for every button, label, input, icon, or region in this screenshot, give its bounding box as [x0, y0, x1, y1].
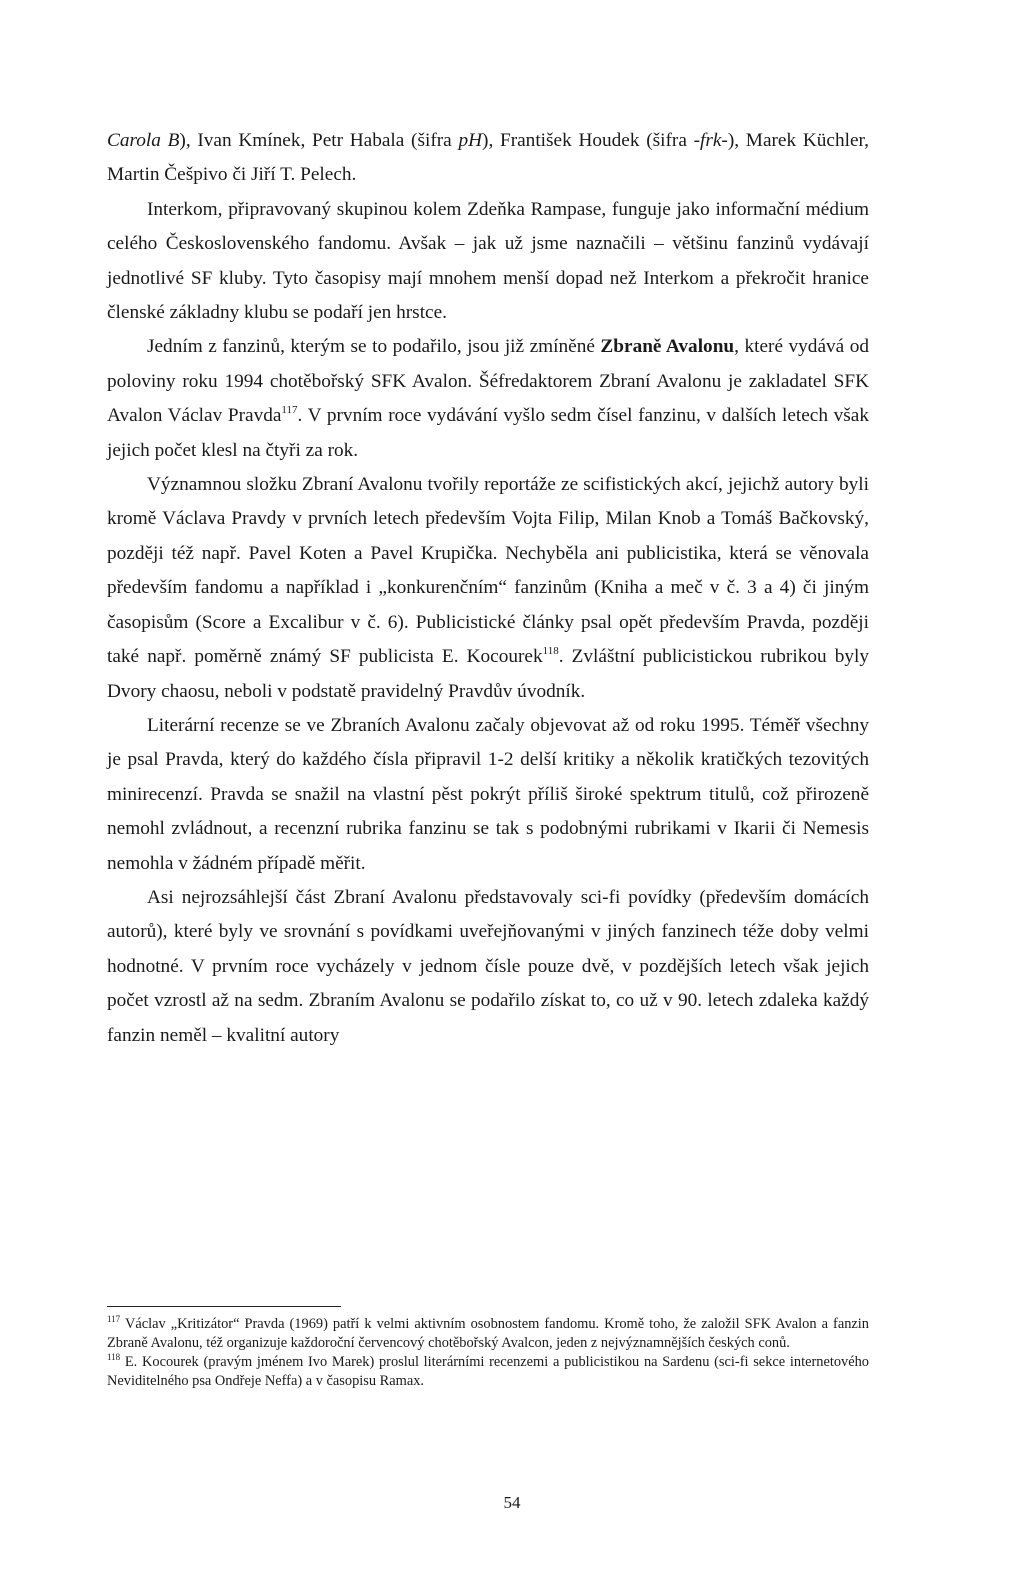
paragraph: Jedním z fanzinů, kterým se to podařilo, jsou již zmíněné Zbraně Avalonu, které vydává od poloviny roku 1994 chotěbořský SFK Avalon. Šéfredaktorem Zbraní Avalonu je zakladatel SFK Avalon Václav Pravda$^{117}$. V prvním roce vydávání vyšlo sedm čísel fanzinu, v dalších letech však jejich počet klesl na čtyři za rok. — [107, 336, 869, 461]
main-text — [107, 124, 869, 1053]
footnotes — [107, 1306, 869, 1391]
paragraph: Literární recenze se ve Zbraních Avalonu začaly objevovat až od roku 1995. Téměř všechny je psal Pravda, který do každého čísla připravil 1-2 delší kritiky a několik kratičkých tezovitých minirecenzí. Pravda se snažil na vlastní pěst pokrýt příliš široké spektrum titulů, což přirozeně nemohl zvládnout, a recenzní rubrika fanzinu se tak s podobnými rubrikami v Ikarii či Nemesis nemohla v žádném případě měřit. — [107, 714, 869, 874]
footnote-ref-118: 118 — [542, 645, 559, 658]
paragraph: Asi nejrozsáhlejší část Zbraní Avalonu představovaly sci-fi povídky (především domácích autorů), které byly ve srovnání s povídkami uveřejňovanými v jiných fanzinech téže doby velmi hodnotné. V prvním roce vycházely v jednom čísle pouze dvě, v pozdějších letech však jejich počet vzrostl až na sedm. Zbraním Avalonu se podařilo získat to, co už v 90. letech zdaleka každý fanzin neměl – kvalitní autory — [107, 886, 869, 1046]
footnote-divider — [107, 1306, 341, 1307]
page-number: 54 — [503, 1493, 521, 1512]
footnote-117: $^{117}$ Václav „Kritizátor“ Pravda (1969) patří k velmi aktivním osobnostem fandomu. Kromě toho, že založil SFK Avalon a fanzin Zbraně Avalonu, též organizuje každoroční červencový chotěbořský Avalcon, jeden z nejvýznamnějších českých conů. — [107, 1314, 869, 1351]
fanzine-title: Zbraně Avalonu — [600, 336, 735, 358]
paragraph: Interkom, připravovaný skupinou kolem Zdeňka Rampase, funguje jako informační médium celého Československého fandomu. Avšak – jak už jsme naznačili – většinu fanzinů vydávají jednotlivé SF kluby. Tyto časopisy mají mnohem menší dopad než Interkom a překročit hranice členské základny klubu se podaří jen hrstce. — [107, 198, 869, 324]
paragraph: Významnou složku Zbraní Avalonu tvořily reportáže ze scifistických akcí, jejichž autory byli kromě Václava Pravdy v prvních letech především Vojta Filip, Milan Knob a Tomáš Bačkovský, později též např. Pavel Koten a Pavel Krupička. Nechyběla ani publicistika, která se věnovala především fandomu a například i „konkurenčním“ fanzinům (Kniha a meč v č. 3 a 4) či jiným časopisům (Score a Excalibur v č. 6). Publicistické články psal opět především Pravda, později také např. poměrně známý SF publicista E. Kocourek$^{118}$. Zvláštní publicistickou rubrikou byly Dvory chaosu, neboli v podstatě pravidelný Pravdův úvodník. — [107, 474, 869, 702]
footnote-118: $^{118}$ E. Kocourek (pravým jménem Ivo Marek) proslul literárními recenzemi a publicistikou na Sardenu (sci-fi sekce internetového Neviditelného psa Ondřeje Neffa) a v časopisu Ramax. — [107, 1352, 869, 1389]
paragraph: Carola B), Ivan Kmínek, Petr Habala (šifra pH), František Houdek (šifra -frk-), Marek Küchler, Martin Češpivo či Jiří T. Pelech. — [107, 130, 869, 186]
footnote-ref-117: 117 — [281, 404, 298, 417]
